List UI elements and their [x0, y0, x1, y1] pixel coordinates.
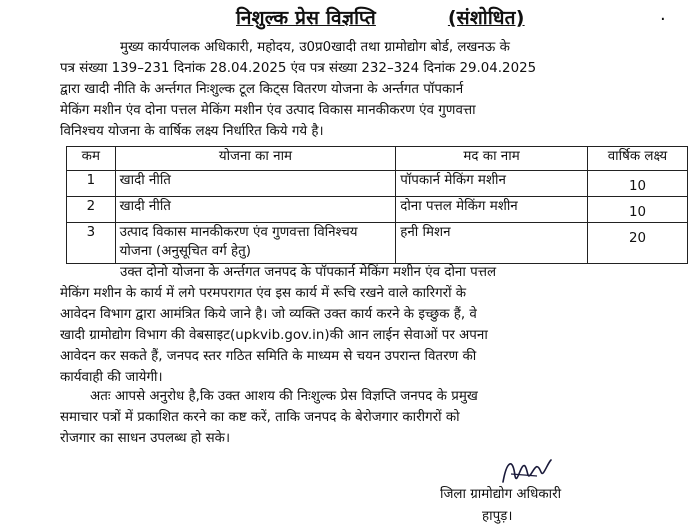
- page-title: [236, 4, 525, 30]
- intro-line: द्वारा खादी नीति के अर्न्तगत निःशुल्क टूल किट्स वितरण योजना के अर्न्तगत पॉपकार्न: [60, 82, 464, 97]
- intro-line: विनिश्चय योजना के वार्षिक लक्ष्य निर्धारित किये गये है।: [60, 124, 324, 139]
- header-item: मद का नाम: [396, 147, 588, 171]
- body-paragraph: [60, 262, 672, 388]
- body-line: आवेदन कर सकते हैं, जनपद स्तर गठित समिति के माध्यम से चयन उपरान्त वितरण की: [60, 349, 477, 364]
- header-scheme: योजना का नाम: [115, 147, 396, 171]
- intro-paragraph: [60, 37, 672, 142]
- cell-scheme: उत्पाद विकास मानकीकरण एंव गुणवत्ता विनिश्चय योजना (अनुसूचित वर्ग हेतु): [115, 223, 396, 264]
- signatory-place: हापुड़।: [482, 509, 513, 524]
- revised-label: (संशोधित): [447, 7, 525, 29]
- request-line: समाचार पत्रों में प्रकाशित करने का कष्ट करें, ताकि जनपद के बेरोजगार कारीगरों को: [60, 410, 460, 425]
- table-row: [67, 223, 688, 264]
- table-row: [67, 197, 688, 223]
- request-line: रोजगार का साधन उपलब्ध हो सके।: [60, 431, 231, 446]
- cell-target: [587, 197, 687, 223]
- table-header-row: [67, 147, 688, 171]
- cell-item: दोना पत्तल मेकिंग मशीन: [396, 197, 588, 223]
- table-row: [67, 171, 688, 197]
- cell-item: पॉपकार्न मेकिंग मशीन: [396, 171, 588, 197]
- target-value: 10: [628, 205, 646, 220]
- intro-line: पत्र संख्या 139–231 दिनांक 28.04.2025 एंव पत्र संख्या 232–324 दिनांक 29.04.2025: [60, 61, 537, 76]
- cell-sno: 2: [67, 197, 116, 223]
- cell-sno: 3: [67, 223, 116, 264]
- header-target: वार्षिक लक्ष्य: [587, 147, 687, 171]
- request-paragraph: [60, 386, 672, 449]
- target-value: 20: [628, 231, 646, 246]
- body-line: उक्त दोनो योजना के अर्न्तगत जनपद के पॉपकार्न मेकिंग मशीन एंव दोना पत्तल: [120, 265, 497, 280]
- target-value: 10: [628, 179, 646, 194]
- cell-target: [587, 223, 687, 264]
- request-line: अतः आपसे अनुरोध है,कि उक्त आशय की निःशुल्क प्रेस विज्ञप्ति जनपद के प्रमुख: [90, 389, 478, 404]
- body-line: मेकिंग मशीन के कार्य में लगे परमपरागत एंव इस कार्य में रूचि रखने वाले कारिगरों के: [60, 286, 467, 301]
- corner-dot: .: [660, 4, 666, 25]
- cell-scheme: खादी नीति: [115, 197, 396, 223]
- cell-scheme: खादी नीति: [115, 171, 396, 197]
- title-text: निशुल्क प्रेस विज्ञप्ति: [236, 7, 376, 29]
- cell-item: हनी मिशन: [396, 223, 588, 264]
- body-line: खादी ग्रामोद्योग विभाग की वेबसाइट(upkvib.gov.in)की आन लाईन सेवाओं पर अपना: [60, 328, 488, 343]
- cell-sno: 1: [67, 171, 116, 197]
- body-line: आवेदन विभाग द्वारा आमंत्रित किये जाने है। जो व्यक्ति उक्त कार्य करने के इच्छुक हैं, वे: [60, 307, 477, 322]
- body-line: कार्यवाही की जायेगी।: [60, 370, 163, 385]
- intro-line: मुख्य कार्यपालक अधिकारी, महोदय, उ0प्र0खादी तथा ग्रामोद्योग बोर्ड, लखनऊ के: [120, 40, 510, 55]
- intro-line: मेकिंग मशीन एंव दोना पत्तल मेकिंग मशीन एंव उत्पाद विकास मानकीकरण एंव गुणवत्ता: [60, 103, 476, 118]
- header-sno: कम: [67, 147, 116, 171]
- cell-target: [587, 171, 687, 197]
- scheme-table: [66, 146, 688, 264]
- signatory-designation: जिला ग्रामोद्योग अधिकारी: [440, 487, 562, 502]
